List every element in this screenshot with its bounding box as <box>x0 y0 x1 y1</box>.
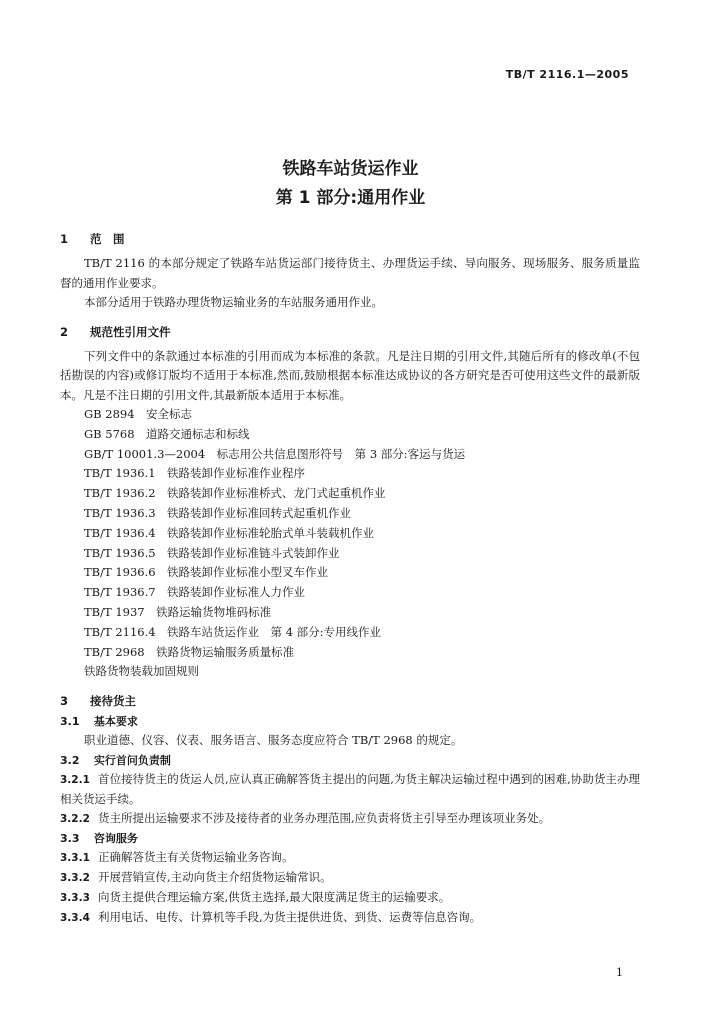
section-title: 接待货主 <box>90 694 137 709</box>
subsection-3-1-heading <box>60 712 640 731</box>
clause-3-2-1 <box>60 770 640 809</box>
document-subtitle: 第 1 部分:通用作业 <box>275 188 426 208</box>
subsection-number: 3.1 <box>60 715 80 729</box>
clause-number: 3.2.1 <box>60 773 90 786</box>
reference-item: TB/T 1936.3 铁路装卸作业标准回转式起重机作业 <box>84 505 352 520</box>
clause-text: 开展营销宣传,主动向货主介绍货物运输常识。 <box>98 869 332 884</box>
subsection-title: 基本要求 <box>93 715 138 729</box>
reference-item: 铁路货物装载加固规则 <box>84 664 199 679</box>
clause-3-3-2 <box>60 868 640 888</box>
reference-item: GB/T 10001.3—2004 标志用公共信息图形符号 第 3 部分:客运与货运 <box>84 446 466 461</box>
clause-3-3-1 <box>60 848 640 868</box>
clause-number: 3.3.3 <box>60 891 90 904</box>
subsection-number: 3.2 <box>60 753 80 767</box>
reference-item: TB/T 2116.4 铁路车站货运作业 第 4 部分:专用线作业 <box>84 624 382 639</box>
standard-code: TB/T 2116.1—2005 <box>505 68 629 81</box>
section-1-heading <box>60 228 640 250</box>
section-title: 规范性引用文件 <box>90 324 171 339</box>
page-number: 1 <box>616 966 623 979</box>
clause-text: 首位接待货主的货运人员,应认真正确解答货主提出的问题,为货主解决运输过程中遇到的困难,协助货主办理相关货运手续。 <box>60 771 640 806</box>
document-title: 铁路车站货运作业 <box>282 159 419 179</box>
clause-number: 3.3.1 <box>60 851 90 864</box>
section-title: 范 围 <box>90 232 125 246</box>
clause-number: 3.2.2 <box>60 812 90 825</box>
references-intro: 下列文件中的条款通过本标准的引用而成为本标准的条款。凡是注日期的引用文件,其随后所有的修改单(不包括勘误的内容)或修订版均不适用于本标准,然而,鼓励根据本标准达成协议的各方研究是否可使用这些文件的最新版本。凡是不注日期的引用文件,其最新版本适用于本标准。 <box>60 348 640 402</box>
clause-3-3-3 <box>60 888 640 908</box>
subsection-3-3-heading <box>60 829 640 848</box>
clause-number: 3.3.4 <box>60 911 90 924</box>
reference-list <box>60 405 640 682</box>
section-3-heading <box>60 690 640 712</box>
section-number: 3 <box>60 694 69 709</box>
section-number: 2 <box>60 324 69 339</box>
subsection-number: 3.3 <box>60 831 80 845</box>
reference-item: TB/T 1936.2 铁路装卸作业标准桥式、龙门式起重机作业 <box>84 486 386 501</box>
basic-requirements-text: 职业道德、仪容、仪表、服务语言、服务态度应符合 TB/T 2968 的规定。 <box>84 733 463 748</box>
clause-3-2-2 <box>60 809 640 829</box>
reference-item: TB/T 1936.1 铁路装卸作业标准作业程序 <box>84 466 306 481</box>
scope-paragraph: TB/T 2116 的本部分规定了铁路车站货运部门接待货主、办理货运手续、导向服务、现场服务、服务质量监督的通用作业要求。 <box>60 256 640 290</box>
reference-item: TB/T 1936.4 铁路装卸作业标准轮胎式单斗装载机作业 <box>84 525 375 540</box>
reference-item: TB/T 1936.7 铁路装卸作业标准人力作业 <box>84 585 306 600</box>
clause-number: 3.3.2 <box>60 871 90 884</box>
reference-item: TB/T 1937 铁路运输货物堆码标准 <box>84 604 272 619</box>
subsection-title: 咨询服务 <box>93 831 138 845</box>
clause-text: 利用电话、电传、计算机等手段,为货主提供进货、到货、运费等信息咨询。 <box>98 909 482 924</box>
section-2-heading <box>60 321 640 343</box>
clause-text: 向货主提供合理运输方案,供货主选择,最大限度满足货主的运输要求。 <box>98 889 451 904</box>
subsection-title: 实行首问负责制 <box>93 753 171 767</box>
clause-text: 货主所提出运输要求不涉及接待者的业务办理范围,应负责将货主引导至办理该项业务处。 <box>98 810 551 825</box>
clause-text: 正确解答货主有关货物运输业务咨询。 <box>98 849 294 864</box>
subsection-3-2-heading <box>60 751 640 770</box>
reference-item: TB/T 1936.5 铁路装卸作业标准链斗式装卸作业 <box>84 545 340 560</box>
scope-applicability: 本部分适用于铁路办理货物运输业务的车站服务通用作业。 <box>84 295 383 309</box>
reference-item: GB 2894 安全标志 <box>84 407 193 421</box>
reference-item: TB/T 2968 铁路货物运输服务质量标准 <box>84 644 295 659</box>
document-body <box>60 228 640 928</box>
section-number: 1 <box>60 232 69 246</box>
reference-item: TB/T 1936.6 铁路装卸作业标准小型叉车作业 <box>84 565 329 580</box>
clause-3-3-4 <box>60 908 640 928</box>
reference-item: GB 5768 道路交通标志和标线 <box>84 426 250 441</box>
